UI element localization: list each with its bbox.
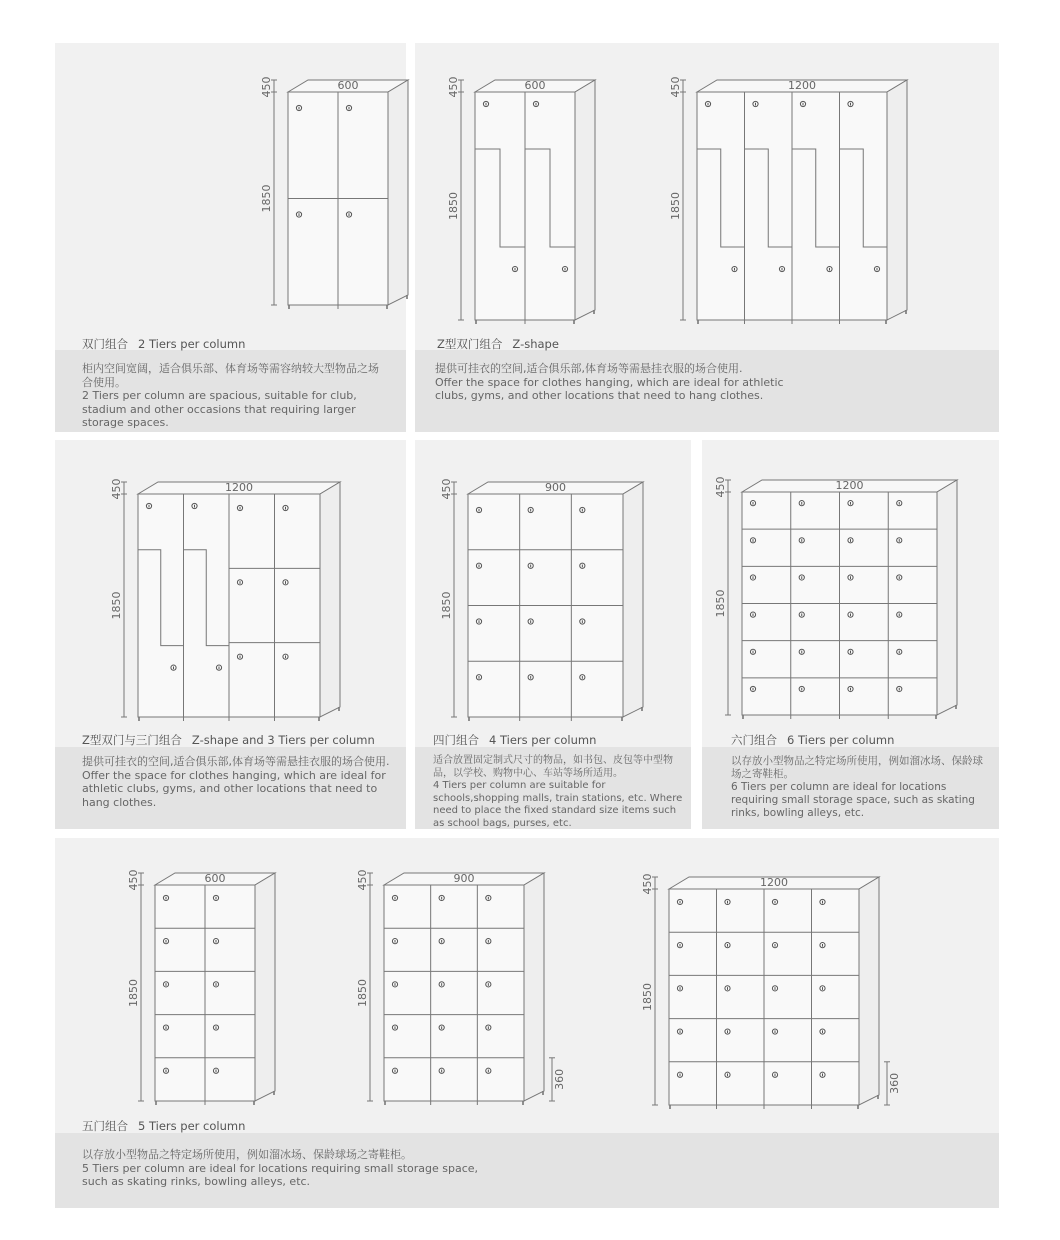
description-z-shape-3-tiers [82, 755, 390, 809]
description-cn: 提供可挂衣的空间,适合俱乐部,体育场等需悬挂衣服的场合使用. [82, 755, 390, 768]
locker-drawing-z-shape-3-tiers [108, 455, 353, 720]
cabinet-front [384, 885, 524, 1101]
depth-label: 450 [714, 476, 727, 498]
width-label: 600 [524, 79, 546, 92]
height-label: 1850 [641, 983, 654, 1011]
locker-drawing-6-tiers [710, 452, 965, 720]
width-label: 1200 [760, 876, 788, 889]
caption-en: 6 Tiers per column [787, 733, 895, 747]
base-height-label: 360 [553, 1068, 566, 1090]
depth-label: 450 [447, 76, 460, 98]
height-label: 1850 [440, 591, 453, 620]
cabinet-side [937, 480, 957, 715]
width-label: 1200 [788, 79, 816, 92]
caption-z-shape-3-tiers [82, 732, 375, 748]
caption-en: 2 Tiers per column [138, 337, 246, 351]
height-label: 1850 [260, 184, 273, 213]
description-en: 6 Tiers per column are ideal for locations requiring small storage space, such as skating rinks, bowling alleys, etc. [731, 781, 975, 819]
depth-label: 450 [669, 76, 682, 98]
depth-label: 450 [127, 869, 140, 891]
locker-drawing-5-tiers-1200 [636, 852, 901, 1110]
caption-5-tiers [82, 1118, 245, 1134]
locker-drawing-2-tiers [138, 55, 359, 313]
depth-label: 450 [260, 76, 273, 98]
height-label: 1850 [356, 979, 369, 1007]
locker-drawing-5-tiers-900 [352, 848, 567, 1106]
caption-cn: Z型双门组合 [437, 337, 503, 351]
depth-label: 450 [356, 869, 369, 891]
description-z-shape [435, 362, 790, 403]
cabinet-side [859, 877, 879, 1105]
caption-cn: 六门组合 [731, 733, 777, 747]
description-6-tiers [731, 755, 993, 820]
width-label: 900 [453, 872, 475, 885]
cabinet-side [388, 80, 408, 305]
cabinet-side [524, 873, 544, 1101]
locker-drawing-z-shape-1200 [662, 55, 922, 325]
height-label: 1850 [127, 979, 140, 1007]
description-cn: 柜内空间宽阔，适合俱乐部、体育场等需容纳较大型物品之场合使用。 [82, 362, 379, 389]
cabinet-side [623, 482, 643, 717]
caption-en: 5 Tiers per column [138, 1119, 246, 1133]
width-label: 600 [204, 872, 226, 885]
depth-label: 450 [110, 478, 123, 500]
width-label: 1200 [835, 479, 864, 492]
caption-2-tiers [82, 336, 245, 352]
cabinet-side [887, 80, 907, 320]
height-label: 1850 [714, 589, 727, 618]
description-5-tiers [82, 1148, 492, 1189]
description-cn: 以存放小型物品之特定场所使用，例如溜冰场、保龄球场之寄鞋柜。 [731, 755, 983, 780]
description-en: 4 Tiers per column are suitable for schools,shopping malls, train stations, etc. Where need to place the fixed standard size items such as school bags, purses, etc. [433, 780, 683, 829]
height-label: 1850 [669, 192, 682, 220]
description-en: Offer the space for clothes hanging, which are ideal for athletic clubs, gyms, and other locations that need to hang clothes. [435, 375, 784, 402]
description-4-tiers [433, 755, 685, 830]
depth-label: 450 [440, 478, 453, 500]
caption-4-tiers [433, 732, 596, 748]
cabinet-side [320, 482, 340, 717]
caption-en: Z-shape [512, 337, 559, 351]
width-label: 600 [337, 79, 359, 92]
description-cn: 提供可挂衣的空间,适合俱乐部,体育场等需悬挂衣服的场合使用. [435, 362, 743, 375]
description-2-tiers [82, 362, 387, 430]
caption-cn: 双门组合 [82, 337, 128, 351]
caption-en: Z-shape and 3 Tiers per column [191, 733, 375, 747]
depth-label: 450 [641, 873, 654, 895]
caption-cn: 四门组合 [433, 733, 479, 747]
locker-drawing-z-shape-600 [440, 55, 615, 325]
cabinet-side [575, 80, 595, 320]
description-en: Offer the space for clothes hanging, which are ideal for athletic clubs, gyms, and other locations that need to hang clothes. [82, 768, 386, 809]
caption-cn: Z型双门与三门组合 [82, 733, 182, 747]
cabinet-side [255, 873, 275, 1101]
caption-z-shape [437, 336, 559, 352]
height-label: 1850 [110, 591, 123, 620]
width-label: 1200 [225, 481, 253, 494]
locker-drawing-5-tiers-600 [122, 848, 287, 1106]
height-label: 1850 [447, 192, 460, 220]
caption-6-tiers [731, 732, 894, 748]
description-en: 2 Tiers per column are spacious, suitable for club, stadium and other occasions that requiring larger storage spaces. [82, 389, 357, 429]
description-cn: 以存放小型物品之特定场所使用，例如溜冰场、保龄球场之寄鞋柜。 [82, 1148, 412, 1161]
description-cn: 适合放置固定制式尺寸的物品，如书包、皮包等中型物品，以学校、购物中心、车站等场所适用。 [433, 755, 673, 779]
locker-drawing-4-tiers [435, 455, 650, 720]
width-label: 900 [545, 481, 566, 494]
base-height-label: 360 [888, 1072, 901, 1094]
caption-cn: 五门组合 [82, 1119, 128, 1133]
caption-en: 4 Tiers per column [489, 733, 597, 747]
description-en: 5 Tiers per column are ideal for locations requiring small storage space, such as skating rinks, bowling alleys, etc. [82, 1161, 479, 1188]
